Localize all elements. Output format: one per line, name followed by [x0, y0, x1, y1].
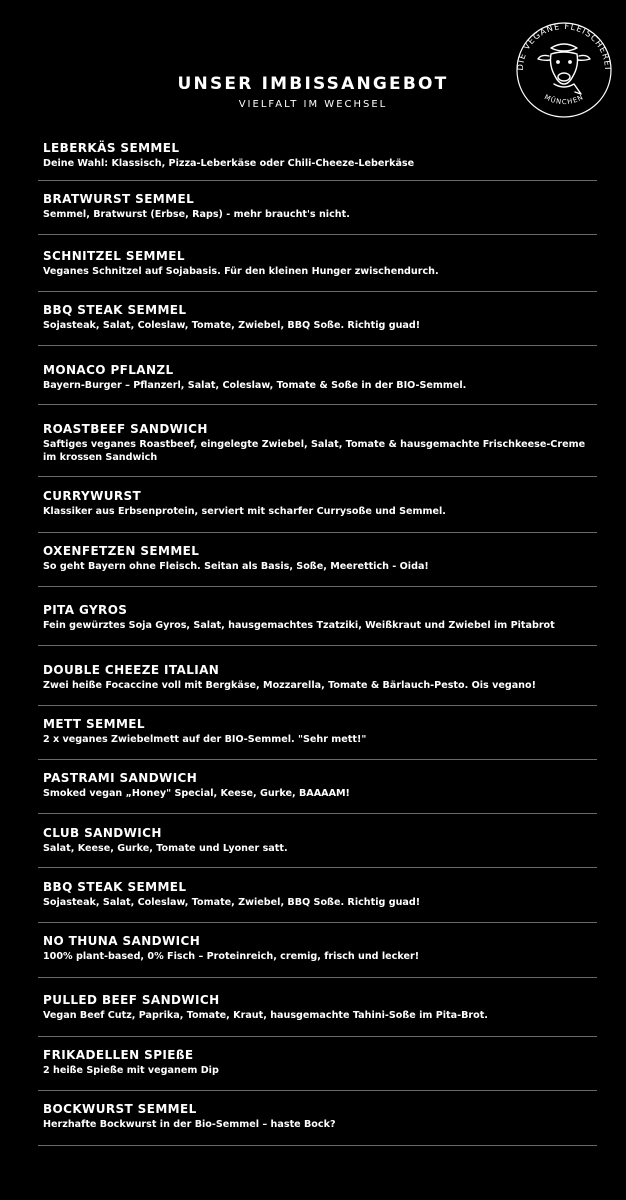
menu-item-description: Deine Wahl: Klassisch, Pizza-Leberkäse oder Chili-Cheeze-Leberkäse	[43, 158, 415, 169]
menu-item-name: PASTRAMI SANDWICH	[43, 771, 198, 785]
logo-bottom-text: MÜNCHEN	[542, 93, 586, 107]
menu-item-description: Herzhafte Bockwurst in der Bio-Semmel – haste Bock?	[43, 1119, 336, 1130]
menu-divider	[38, 234, 597, 235]
menu-item-name: BBQ STEAK SEMMEL	[43, 880, 187, 894]
menu-item	[43, 717, 591, 746]
menu-item-name: FRIKADELLEN SPIEßE	[43, 1048, 194, 1062]
menu-divider	[38, 476, 597, 477]
menu-item-description: So geht Bayern ohne Fleisch. Seitan als Basis, Soße, Meerettich - Oida!	[43, 561, 429, 572]
menu-divider	[38, 532, 597, 533]
menu-item-name: SCHNITZEL SEMMEL	[43, 249, 185, 263]
menu-divider	[38, 180, 597, 181]
menu-item-name: MONACO PFLANZL	[43, 363, 174, 377]
menu-item-name: BOCKWURST SEMMEL	[43, 1102, 197, 1116]
menu-item	[43, 1102, 591, 1131]
menu-item	[43, 993, 591, 1022]
menu-item	[43, 422, 591, 464]
menu-item	[43, 603, 591, 632]
menu-item-description: Sojasteak, Salat, Coleslaw, Tomate, Zwiebel, BBQ Soße. Richtig guad!	[43, 320, 421, 331]
menu-item	[43, 934, 591, 963]
menu-item	[43, 249, 591, 278]
page-subtitle: VIELFALT IM WECHSEL	[238, 99, 388, 110]
menu-divider	[38, 645, 597, 646]
vegane-fleischerei-logo	[511, 14, 617, 120]
menu-item-description: 2 heiße Spieße mit veganem Dip	[43, 1065, 219, 1076]
menu-item-description: Bayern-Burger – Pflanzerl, Salat, Coleslaw, Tomate & Soße in der BIO-Semmel.	[43, 380, 467, 391]
page-title: UNSER IMBISSANGEBOT	[177, 74, 449, 94]
menu-divider	[38, 291, 597, 292]
menu-item-description: 2 x veganes Zwiebelmett auf der BIO-Semmel. "Sehr mett!"	[43, 734, 367, 745]
menu-item-description: Klassiker aus Erbsenprotein, serviert mit scharfer Currysoße und Semmel.	[43, 506, 446, 517]
menu-divider	[38, 1145, 597, 1146]
menu-item-description: Smoked vegan „Honey" Special, Keese, Gurke, BAAAAM!	[43, 788, 350, 799]
menu-item-name: PITA GYROS	[43, 603, 128, 617]
menu-item	[43, 192, 591, 221]
menu-item-name: BRATWURST SEMMEL	[43, 192, 195, 206]
menu-divider	[38, 586, 597, 587]
menu-divider	[38, 705, 597, 706]
svg-text:MÜNCHEN	[543, 93, 585, 106]
menu-item	[43, 1048, 591, 1077]
menu-divider	[38, 759, 597, 760]
menu-item	[43, 544, 591, 573]
menu-item-description: Sojasteak, Salat, Coleslaw, Tomate, Zwiebel, BBQ Soße. Richtig guad!	[43, 897, 421, 908]
menu-item	[43, 663, 591, 692]
menu-item-name: DOUBLE CHEEZE ITALIAN	[43, 663, 220, 677]
menu-divider	[38, 813, 597, 814]
menu-item	[43, 826, 591, 855]
menu-item	[43, 771, 591, 800]
menu-item-name: CURRYWURST	[43, 489, 142, 503]
menu-item-description: Salat, Keese, Gurke, Tomate und Lyoner satt.	[43, 843, 288, 854]
menu-item-description: 100% plant-based, 0% Fisch – Proteinreich, cremig, frisch und lecker!	[43, 951, 420, 962]
menu-item-name: METT SEMMEL	[43, 717, 145, 731]
menu-divider	[38, 1036, 597, 1037]
menu-item-description: Saftiges veganes Roastbeef, eingelegte Zwiebel, Salat, Tomate & hausgemachte Frischkeese-Creme im krossen Sandwich	[43, 439, 586, 463]
menu-item-name: NO THUNA SANDWICH	[43, 934, 201, 948]
menu-item-description: Zwei heiße Focaccine voll mit Bergkäse, Mozzarella, Tomate & Bärlauch-Pesto. Ois vegano!	[43, 680, 536, 691]
menu-item-name: PULLED BEEF SANDWICH	[43, 993, 220, 1007]
menu-item-description: Fein gewürztes Soja Gyros, Salat, hausgemachtes Tzatziki, Weißkraut und Zwiebel im Pitabrot	[43, 620, 555, 631]
menu-item-name: BBQ STEAK SEMMEL	[43, 303, 187, 317]
menu-item-description: Semmel, Bratwurst (Erbse, Raps) - mehr braucht's nicht.	[43, 209, 350, 220]
cow-with-scarf-icon	[538, 44, 590, 94]
menu-item-description: Veganes Schnitzel auf Sojabasis. Für den kleinen Hunger zwischendurch.	[43, 266, 439, 277]
svg-text:DIE VEGANE FLEISCHEREI	[515, 21, 613, 71]
menu-divider	[38, 977, 597, 978]
menu-item-name: LEBERKÄS SEMMEL	[43, 141, 180, 155]
menu-item	[43, 141, 591, 170]
menu-divider	[38, 404, 597, 405]
menu-item-name: ROASTBEEF SANDWICH	[43, 422, 208, 436]
menu-divider	[38, 922, 597, 923]
menu-item-description: Vegan Beef Cutz, Paprika, Tomate, Kraut, hausgemachte Tahini-Soße im Pita-Brot.	[43, 1010, 488, 1021]
menu-item	[43, 489, 591, 518]
menu-divider	[38, 867, 597, 868]
menu-item-name: CLUB SANDWICH	[43, 826, 162, 840]
menu-item	[43, 303, 591, 332]
menu-divider	[38, 1090, 597, 1091]
logo-top-text: DIE VEGANE FLEISCHEREI	[514, 20, 614, 71]
menu-item-name: OXENFETZEN SEMMEL	[43, 544, 200, 558]
menu-item	[43, 880, 591, 909]
menu-item	[43, 363, 591, 392]
menu-divider	[38, 345, 597, 346]
